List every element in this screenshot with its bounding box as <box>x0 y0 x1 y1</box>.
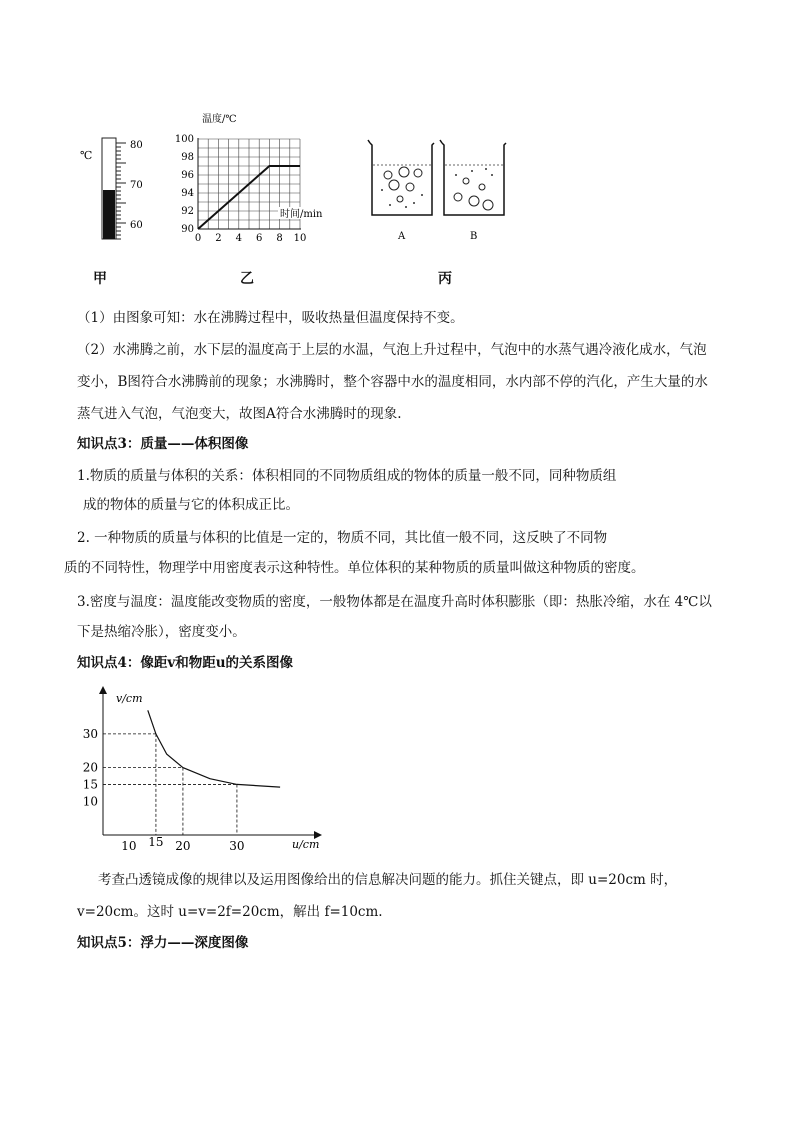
caption-bing: 丙 <box>438 271 452 287</box>
knowledge-3-item-3-line-2: 下是热缩冷胀），密度变小。 <box>77 624 246 640</box>
knowledge-3-item-3-line-1: 3.密度与温度：温度能改变物质的密度，一般物体都是在温度升高时体积膨胀（即：热胀冷缩，水在 4℃以 <box>77 594 712 610</box>
lens-x-tick-label: 15 <box>148 835 164 849</box>
thermometer-tick-60: 60 <box>130 220 143 231</box>
heating-y-ticks <box>175 134 194 235</box>
heating-xlabel: 时间/min <box>280 209 323 220</box>
lens-y-ticks <box>83 727 98 808</box>
lens-guides <box>103 734 237 835</box>
knowledge-3-item-1-line-1: 1.物质的质量与体积的关系：体积相同的不同物质组成的物体的质量一般不同，同种物质组 <box>77 468 617 484</box>
thermometer-tick-70: 70 <box>130 180 143 191</box>
beakers-figure <box>362 135 512 245</box>
heating-ylabel: 温度/℃ <box>202 114 237 125</box>
lens-y-tick-label: 20 <box>82 760 98 775</box>
thermometer-unit: ℃ <box>80 149 93 162</box>
lens-xlabel: u/cm <box>292 838 320 851</box>
lens-chart <box>70 680 330 855</box>
lens-y-tick-label: 10 <box>82 794 98 809</box>
heating-x-tick-label: 4 <box>235 233 242 244</box>
beaker-a-label: A <box>398 231 406 242</box>
heading-knowledge-4: 知识点4：像距v和物距u的关系图像 <box>77 655 294 671</box>
heating-x-tick-label: 2 <box>215 233 222 244</box>
heating-y-tick-label: 98 <box>181 152 194 163</box>
heating-x-tick-label: 6 <box>256 233 263 244</box>
lens-y-tick-label: 15 <box>82 777 98 792</box>
heating-y-tick-label: 96 <box>181 170 194 181</box>
heating-x-tick-label: 10 <box>293 233 307 244</box>
knowledge-3-item-2-line-2: 质的不同特性，物理学中用密度表示这种特性。单位体积的某种物质的质量叫做这种物质的密度。 <box>64 560 645 576</box>
beaker-a <box>368 140 434 242</box>
caption-jia: 甲 <box>93 271 107 287</box>
answer-1: （1）由图象可知：水在沸腾过程中，吸收热量但温度保持不变。 <box>77 310 464 326</box>
heading-knowledge-3: 知识点3：质量——体积图像 <box>77 436 249 452</box>
lens-x-tick-label: 30 <box>229 839 245 853</box>
lens-x-tick-label: 20 <box>175 839 191 853</box>
heading-knowledge-5: 知识点5：浮力——深度图像 <box>77 935 249 951</box>
heating-x-ticks <box>195 233 307 244</box>
knowledge-3-item-1-line-2: 成的物体的质量与它的体积成正比。 <box>83 497 299 513</box>
heating-x-tick-label: 0 <box>194 233 202 244</box>
lens-explanation-line-2: v=20cm。这时 u=v=2f=20cm，解出 f=10cm. <box>77 904 383 920</box>
lens-y-tick-label: 30 <box>82 726 98 741</box>
heating-graph <box>170 110 360 250</box>
caption-yi: 乙 <box>240 271 254 287</box>
answer-2-line-1: （2）水沸腾之前，水下层的温度高于上层的水温，气泡上升过程中，气泡中的水蒸气遇冷液化成水，气泡 <box>77 342 707 358</box>
heating-y-tick-label: 94 <box>181 188 194 199</box>
answer-2-line-3: 蒸气进入气泡，气泡变大，故图A符合水沸腾时的现象. <box>77 406 402 422</box>
beaker-b-label: B <box>470 231 478 242</box>
heating-y-tick-label: 100 <box>174 134 194 145</box>
thermometer-liquid <box>103 190 115 239</box>
thermometer-figure <box>70 130 160 250</box>
lens-x-ticks <box>121 835 244 853</box>
heating-y-tick-label: 90 <box>181 224 194 235</box>
answer-2-line-2: 变小，B图符合水沸腾前的现象；水沸腾时，整个容器中水的温度相同，水内部不停的汽化，产生大量的水 <box>77 374 708 390</box>
lens-ylabel: v/cm <box>116 692 143 705</box>
lens-x-tick-label: 10 <box>121 839 137 853</box>
heating-x-tick-label: 8 <box>276 233 283 244</box>
lens-explanation-line-1: 考查凸透镜成像的规律以及运用图像给出的信息解决问题的能力。抓住关键点，即 u=20cm 时， <box>98 872 678 888</box>
heating-y-tick-label: 92 <box>181 206 194 217</box>
lens-curve <box>148 710 280 787</box>
beaker-b <box>440 140 506 242</box>
thermometer-tick-80: 80 <box>130 140 143 151</box>
thermometer-scale <box>116 143 126 239</box>
knowledge-3-item-2-line-1: 2. 一种物质的质量与体积的比值是一定的，物质不同，其比值一般不同，这反映了不同物 <box>77 530 608 546</box>
